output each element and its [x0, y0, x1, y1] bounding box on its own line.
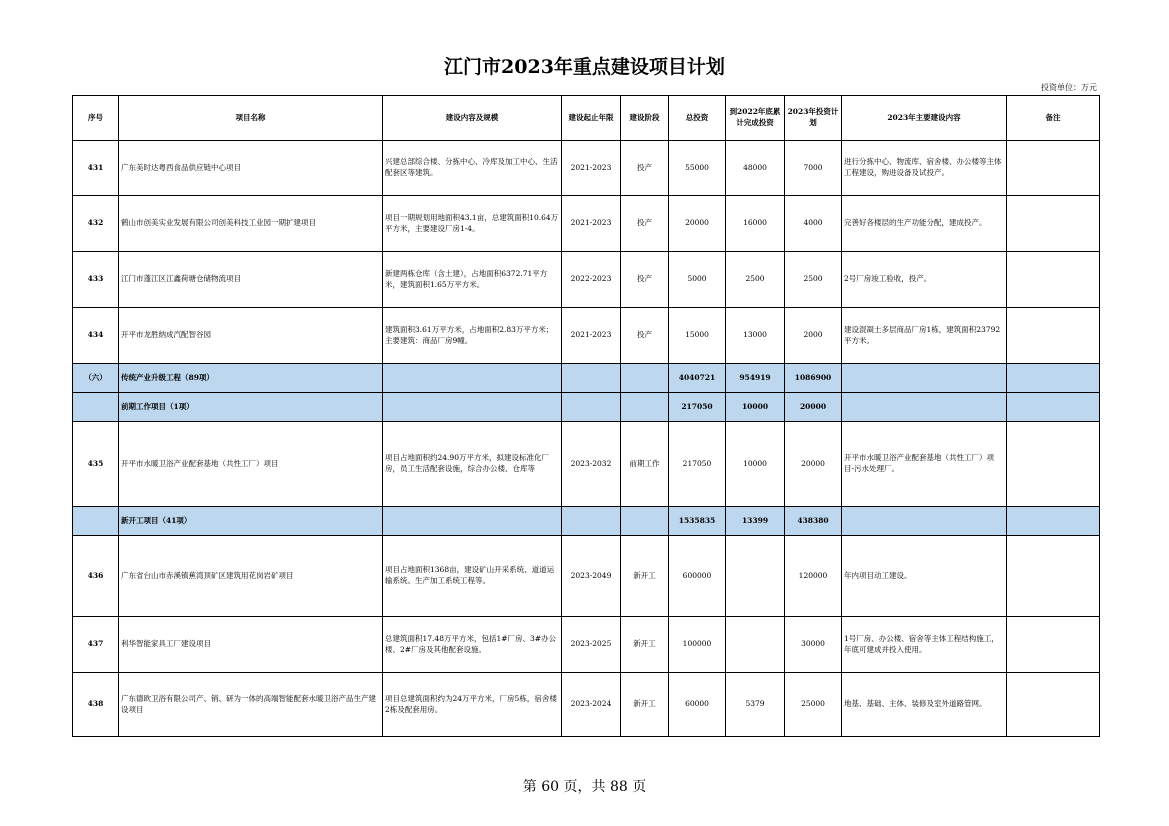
construction-stage: 投产 — [621, 141, 669, 196]
construction-content: 项目一期规划用地面积43.1亩，总建筑面积10.64万平方米，主要建设厂房1-4。 — [383, 196, 562, 252]
main-content-2023: 1号厂房、办公楼、宿舍等主体工程结构施工，年底可建成并投入使用。 — [842, 617, 1007, 673]
main-content-2023: 开平市水暖卫浴产业配套基地（共性工厂）项目-污水处理厂。 — [842, 422, 1007, 507]
construction-content: 建筑面积3.61万平方米，占地面积2.83万平方米；主要建筑：商品厂房9幢。 — [383, 308, 562, 364]
empty-cell — [621, 393, 669, 422]
empty-cell — [383, 364, 562, 393]
planned-investment: 2000 — [785, 308, 842, 364]
project-name: 广东美时达粤西食品供应链中心项目 — [119, 141, 383, 196]
subsection-total: 1535835 — [669, 507, 726, 536]
remark — [1007, 673, 1100, 737]
main-content-2023: 完善好各楼层的生产功能分配，建成投产。 — [842, 196, 1007, 252]
subsection-plan: 438380 — [785, 507, 842, 536]
construction-years: 2021-2023 — [562, 196, 621, 252]
empty-cell — [621, 364, 669, 393]
empty-cell — [383, 393, 562, 422]
main-content-2023: 地基、基础、主体、装修及室外道路管网。 — [842, 673, 1007, 737]
project-name: 鹤山市创美实业发展有限公司创美科技工业园一期扩建项目 — [119, 196, 383, 252]
remark — [1007, 252, 1100, 308]
empty-cell — [842, 364, 1007, 393]
planned-investment: 20000 — [785, 422, 842, 507]
section-number: （六） — [73, 364, 119, 393]
subsection-row — [73, 507, 1100, 536]
remark — [1007, 422, 1100, 507]
construction-years: 2022-2023 — [562, 252, 621, 308]
main-content-2023: 年内项目动工建设。 — [842, 536, 1007, 617]
row-number: 438 — [73, 673, 119, 737]
construction-stage: 投产 — [621, 308, 669, 364]
table-row — [73, 141, 1100, 196]
investment-unit: 投资单位：万元 — [1041, 83, 1097, 92]
row-number: 436 — [73, 536, 119, 617]
header-cell: 总投资 — [669, 96, 726, 141]
total-investment: 55000 — [669, 141, 726, 196]
total-investment: 5000 — [669, 252, 726, 308]
total-investment: 217050 — [669, 422, 726, 507]
project-name: 开平市水暖卫浴产业配套基地（共性工厂）项目 — [119, 422, 383, 507]
table-row — [73, 252, 1100, 308]
header-cell: 建设起止年限 — [562, 96, 621, 141]
header-cell: 2023年投资计划 — [785, 96, 842, 141]
construction-years: 2021-2023 — [562, 141, 621, 196]
subsection-total: 217050 — [669, 393, 726, 422]
table-row — [73, 422, 1100, 507]
subsection-name: 新开工项目（41项） — [119, 507, 383, 536]
main-content-2023: 建设混凝土多层商品厂房1栋，建筑面积23792平方米。 — [842, 308, 1007, 364]
construction-stage: 投产 — [621, 252, 669, 308]
completed-investment: 48000 — [726, 141, 785, 196]
project-name: 广东省台山市赤溪镇蕉湾顶矿区建筑用花岗岩矿项目 — [119, 536, 383, 617]
empty-cell — [842, 393, 1007, 422]
table-row — [73, 308, 1100, 364]
table-row — [73, 536, 1100, 617]
remark — [1007, 308, 1100, 364]
completed-investment: 2500 — [726, 252, 785, 308]
remark — [1007, 141, 1100, 196]
completed-investment — [726, 617, 785, 673]
completed-investment: 5379 — [726, 673, 785, 737]
row-number: 432 — [73, 196, 119, 252]
construction-stage: 新开工 — [621, 536, 669, 617]
empty-cell — [1007, 364, 1100, 393]
page-number: 第 60 页，共 88 页 — [522, 779, 647, 795]
construction-stage: 前期工作 — [621, 422, 669, 507]
project-name: 开平市龙胜纳成汽配智谷园 — [119, 308, 383, 364]
construction-content: 兴建总部综合楼、分拣中心、冷库及加工中心、生活配套区等建筑。 — [383, 141, 562, 196]
construction-content: 总建筑面积17.48万平方米，包括1#厂房、3#办公楼、2#厂房及其他配套设施。 — [383, 617, 562, 673]
total-investment: 600000 — [669, 536, 726, 617]
total-investment: 60000 — [669, 673, 726, 737]
section-total: 4040721 — [669, 364, 726, 393]
table-row — [73, 196, 1100, 252]
empty-cell — [73, 507, 119, 536]
row-number: 431 — [73, 141, 119, 196]
planned-investment: 4000 — [785, 196, 842, 252]
subsection-plan: 20000 — [785, 393, 842, 422]
construction-years: 2023-2025 — [562, 617, 621, 673]
project-name: 广东德欧卫浴有限公司产、销、研为一体的高端智能配套水暖卫浴产品生产建设项目 — [119, 673, 383, 737]
header-cell: 序号 — [73, 96, 119, 141]
planned-investment: 2500 — [785, 252, 842, 308]
section-name: 传统产业升级工程（89项） — [119, 364, 383, 393]
section-plan: 1086900 — [785, 364, 842, 393]
construction-years: 2021-2023 — [562, 308, 621, 364]
header-cell: 建设阶段 — [621, 96, 669, 141]
header-cell: 2023年主要建设内容 — [842, 96, 1007, 141]
construction-content: 项目占地面积1368亩，建设矿山开采系统、道道运输系统、生产加工系统工程等。 — [383, 536, 562, 617]
empty-cell — [1007, 507, 1100, 536]
row-number: 434 — [73, 308, 119, 364]
table-header-row — [73, 96, 1100, 141]
remark — [1007, 196, 1100, 252]
subsection-name: 前期工作项目（1项） — [119, 393, 383, 422]
total-investment: 100000 — [669, 617, 726, 673]
row-number: 435 — [73, 422, 119, 507]
table-row — [73, 617, 1100, 673]
planned-investment: 30000 — [785, 617, 842, 673]
empty-cell — [562, 393, 621, 422]
table-row — [73, 673, 1100, 737]
remark — [1007, 536, 1100, 617]
row-number: 433 — [73, 252, 119, 308]
header-cell: 项目名称 — [119, 96, 383, 141]
total-investment: 20000 — [669, 196, 726, 252]
construction-stage: 投产 — [621, 196, 669, 252]
empty-cell — [842, 507, 1007, 536]
row-number: 437 — [73, 617, 119, 673]
project-name: 利华智能家具工厂建设项目 — [119, 617, 383, 673]
planned-investment: 25000 — [785, 673, 842, 737]
section-done: 954919 — [726, 364, 785, 393]
construction-content: 项目占地面积约24.90万平方米，拟建设标准化厂房，员工生活配套设施，综合办公楼、仓库等 — [383, 422, 562, 507]
subsection-done: 10000 — [726, 393, 785, 422]
construction-content: 项目总建筑面积约为24万平方米，厂房5栋，宿舍楼2栋及配套用房。 — [383, 673, 562, 737]
header-cell: 建设内容及规模 — [383, 96, 562, 141]
construction-stage: 新开工 — [621, 617, 669, 673]
header-cell: 备注 — [1007, 96, 1100, 141]
construction-years: 2023-2024 — [562, 673, 621, 737]
empty-cell — [73, 393, 119, 422]
empty-cell — [1007, 393, 1100, 422]
completed-investment: 16000 — [726, 196, 785, 252]
section-row — [73, 364, 1100, 393]
project-name: 江门市蓬江区江鑫荷塘仓储物流项目 — [119, 252, 383, 308]
planned-investment: 120000 — [785, 536, 842, 617]
empty-cell — [562, 364, 621, 393]
page-title: 江门市2023年重点建设项目计划 — [444, 56, 725, 78]
construction-years: 2023-2032 — [562, 422, 621, 507]
construction-years: 2023-2049 — [562, 536, 621, 617]
main-content-2023: 进行分拣中心、物流库、宿舍楼、办公楼等主体工程建设，购进设备及试投产。 — [842, 141, 1007, 196]
planned-investment: 7000 — [785, 141, 842, 196]
empty-cell — [562, 507, 621, 536]
project-table — [72, 95, 1100, 737]
completed-investment: 10000 — [726, 422, 785, 507]
subsection-done: 13399 — [726, 507, 785, 536]
completed-investment — [726, 536, 785, 617]
main-content-2023: 2号厂房竣工验收，投产。 — [842, 252, 1007, 308]
empty-cell — [621, 507, 669, 536]
construction-stage: 新开工 — [621, 673, 669, 737]
header-cell: 到2022年底累计完成投资 — [726, 96, 785, 141]
total-investment: 15000 — [669, 308, 726, 364]
remark — [1007, 617, 1100, 673]
construction-content: 新建两栋仓库（含土建），占地面积6372.71平方米，建筑面积1.65万平方米。 — [383, 252, 562, 308]
subsection-row — [73, 393, 1100, 422]
empty-cell — [383, 507, 562, 536]
completed-investment: 13000 — [726, 308, 785, 364]
